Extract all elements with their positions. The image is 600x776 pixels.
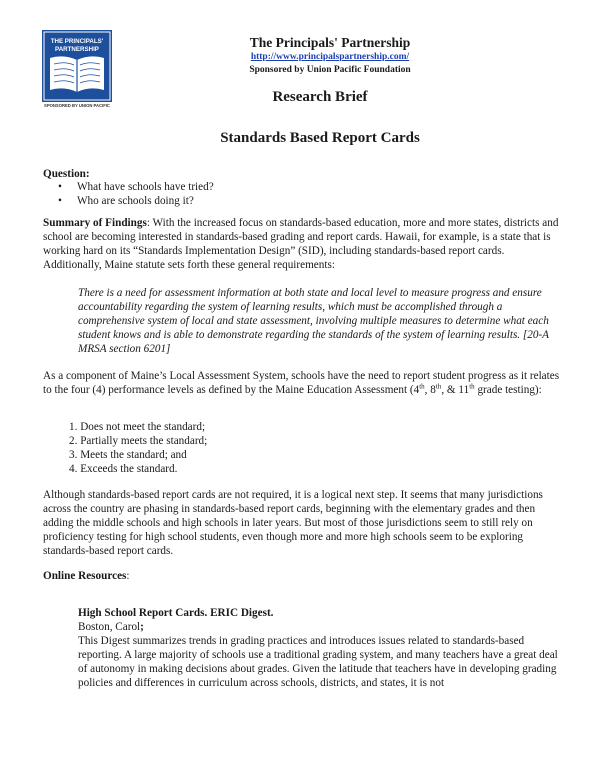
list-item: 2. Partially meets the standard;: [69, 435, 208, 447]
resource-description: This Digest summarizes trends in grading practices and introduces issues related to standards-based reporting. A large majority of schools use a traditional grading system, and many teachers have a great deal of autonomy in making decisions about grades. Given the latitude that teachers have in developing grading policies and differences in curriculum across schools, districts, and states, it is not: [78, 635, 558, 689]
svg-text:PARTNERSHIP: PARTNERSHIP: [55, 46, 99, 53]
performance-levels-list: [69, 420, 207, 476]
resource-title: High School Report Cards. ERIC Digest.: [78, 607, 274, 619]
bullet-icon: •: [58, 195, 62, 207]
document-type-heading: Research Brief: [272, 89, 368, 105]
list-item: 3. Meets the standard; and: [69, 449, 187, 461]
organization-name: The Principals' Partnership: [249, 35, 411, 50]
list-item: 4. Exceeds the standard.: [69, 463, 178, 475]
maine-statute-quote: There is a need for assessment information at both state and local level to measure progress and ensure accountability regarding the system of learning results, which must be accomplished through a comprehensive system of local and state assessment, involving multiple measures to determine what each student knows and is able to demonstrate regarding the standards of the system of learning results. [20-A MRSA section 6201]: [78, 287, 549, 355]
question-label: Question:: [43, 168, 90, 180]
online-resources-heading: Online Resources:: [43, 570, 130, 582]
question-list: [58, 180, 214, 208]
document-title: Standards Based Report Cards: [220, 130, 420, 146]
summary-label: Summary of Findings: [43, 217, 147, 229]
report-cards-paragraph: Although standards-based report cards are not required, it is a logical next step. It seems that many jurisdictions across the country are phasing in standards-based report cards, beginning with the elementary grades and then adding the middle schools and high schools in later years. But most of those jurisdictions seem to still rely on proficiency testing for high school students, even though more and more high schools seem to be exploring standards-based report cards.: [43, 489, 543, 557]
list-item: 1. Does not meet the standard;: [69, 421, 206, 433]
sponsor-line: Sponsored by Union Pacific Foundation: [249, 65, 411, 75]
organization-url-link[interactable]: http://www.principalspartnership.com/: [250, 52, 410, 62]
svg-text:SPONSORED BY UNION PACIFIC: SPONSORED BY UNION PACIFIC: [44, 103, 110, 108]
svg-text:THE PRINCIPALS': THE PRINCIPALS': [50, 38, 104, 45]
summary-text: : With the increased focus on standards-based education, more and more states, districts and school are becoming interested in standards-based grading and report cards. Hawaii, for example, is a state that is working hard on its “Standards Implementation Design” (SID), including standards-based report cards. Additionally, Maine statute sets forth these general requirements:: [43, 217, 559, 271]
resource-author: Boston, Carol;: [78, 621, 144, 633]
list-item: • Who are schools doing it?: [58, 195, 194, 207]
maine-assessment-paragraph: As a component of Maine’s Local Assessment System, schools have the need to report student progress as it relates to the four (4) performance levels as defined by the Maine Education Assessment (4th, 8th, & 11th grade testing):: [43, 370, 560, 396]
list-item: • What have schools have tried?: [58, 181, 214, 193]
bullet-icon: •: [58, 181, 62, 193]
summary-paragraph: [43, 216, 563, 272]
